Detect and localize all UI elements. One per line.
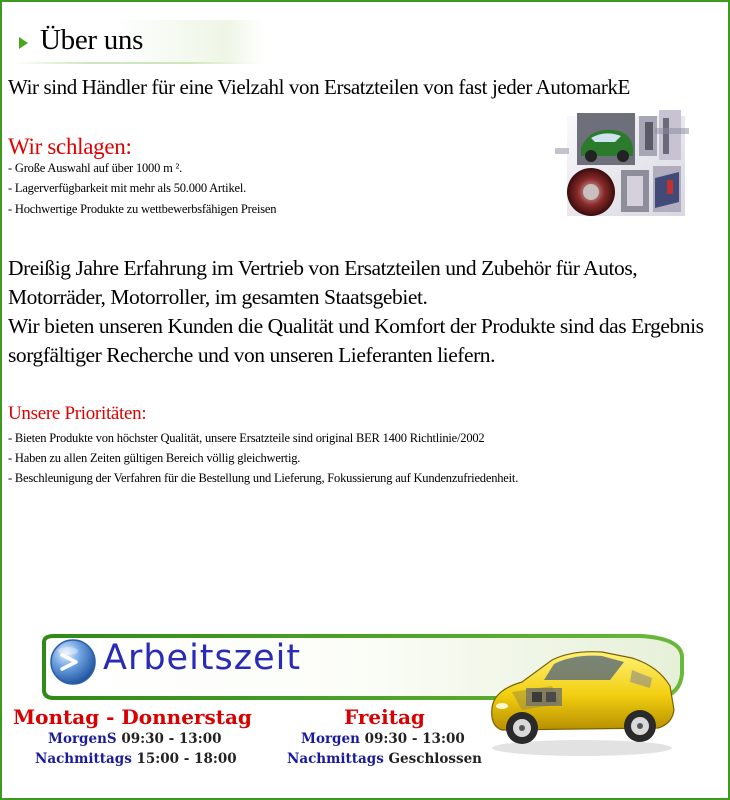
yellow-car-image (482, 630, 682, 760)
heading-underline (14, 62, 264, 64)
globe-arrow-icon (48, 637, 98, 687)
friday-afternoon-row (287, 751, 482, 767)
offer-item: - Lagerverfügbarkeit mit mehr als 50.000 Artikel. (8, 181, 247, 195)
car-parts-collage-image (555, 108, 690, 220)
afternoon-label: Nachmittags (287, 751, 384, 767)
friday-morning-row (301, 731, 465, 747)
mon-thu-afternoon-row (35, 751, 237, 767)
morning-label: MorgenS (48, 731, 117, 747)
page-title: Über uns (40, 24, 144, 56)
offer-item: - Große Auswahl auf über 1000 m ². (8, 161, 182, 175)
afternoon-value: Geschlossen (388, 751, 482, 767)
experience-paragraph (8, 254, 723, 370)
experience-line-1: Dreißig Jahre Erfahrung im Vertrieb von Ersatzteilen und Zubehör für Autos, Motorräder, Motorroller, im gesamten Staatsgebiet. (8, 256, 638, 309)
offer-item: - Hochwertige Produkte zu wettbewerbsfähigen Preisen (8, 202, 277, 216)
friday-heading: Freitag (344, 705, 425, 729)
offer-heading: Wir schlagen: (8, 134, 132, 159)
morning-value: 09:30 - 13:00 (121, 731, 222, 747)
mon-thu-heading: Montag - Donnerstag (13, 705, 252, 729)
banner-title: Arbeitszeit (103, 638, 302, 678)
afternoon-value: 15:00 - 18:00 (136, 751, 237, 767)
priority-item: - Bieten Produkte von höchster Qualität, unsere Ersatzteile sind original BER 1400 Richtlinie/2002 (8, 431, 485, 445)
arrow-bullet-icon (19, 37, 28, 49)
experience-line-2: Wir bieten unseren Kunden die Qualität und Komfort der Produkte sind das Ergebnis sorgfältiger Recherche und von unseren Lieferanten liefern. (8, 314, 704, 367)
priority-item: - Beschleunigung der Verfahren für die Bestellung und Lieferung, Fokussierung auf Kundenzufriedenheit. (8, 471, 519, 485)
morning-value: 09:30 - 13:00 (364, 731, 465, 747)
morning-label: Morgen (301, 731, 360, 747)
mon-thu-morning-row (48, 731, 221, 747)
priorities-heading: Unsere Prioritäten: (8, 403, 147, 424)
priority-item: - Haben zu allen Zeiten gültigen Bereich völlig gleichwertig. (8, 451, 301, 465)
afternoon-label: Nachmittags (35, 751, 132, 767)
intro-text: Wir sind Händler für eine Vielzahl von Ersatzteilen von fast jeder AutomarkE (8, 75, 630, 99)
